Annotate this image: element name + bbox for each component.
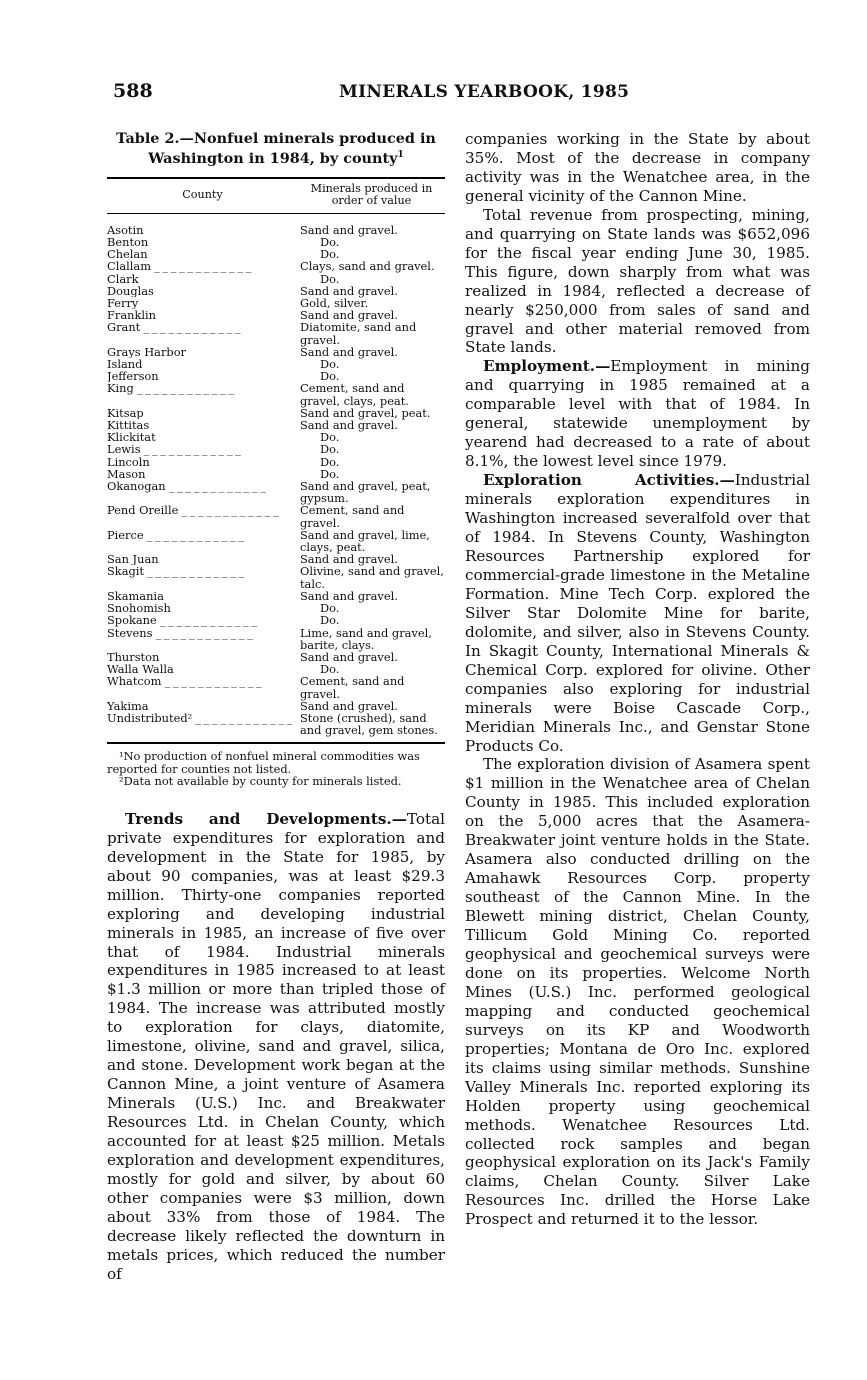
table-row	[107, 273, 445, 285]
table-caption-line1: Table 2.—Nonfuel minerals produced in	[116, 130, 436, 147]
minerals-cell: Cement, sand and gravel.	[299, 503, 405, 530]
minerals-cell: Do.	[319, 430, 340, 445]
employment-paragraph	[465, 357, 810, 471]
minerals-cell: Sand and gravel.	[299, 308, 398, 323]
minerals-cell: Sand and gravel.	[299, 283, 398, 298]
table-row	[107, 675, 445, 699]
dot-leader: _ _ _ _ _ _ _ _ _ _ _ _	[140, 321, 241, 335]
dot-leader: _ _ _ _ _ _ _ _ _ _ _ _	[192, 711, 292, 725]
minerals-cell: Do.	[319, 662, 340, 677]
table-row	[107, 602, 445, 614]
county-cell	[107, 419, 298, 431]
trends-heading: Trends and Developments.—	[125, 809, 407, 828]
trends-body: Total private expenditures for exploration and development in the State for 1985, by about 90 companies, was at least $29.3 million. Thirty-one companies reported exploring and developing industrial minerals in 1985, an increase of five over that of 1984. Industrial minerals expenditures in 1985 increased to at least $1.3 million or more than tripled those of 1984. The increase was attributed mostly to exploration for clays, diatomite, limestone, olivine, sand and gravel, silica, and stone. Development work began at the Cannon Mine, a joint venture of Asamera Minerals (U.S.) Inc. and Breakwater Resources Ltd. in Chelan County, which accounted for at least $25 million. Metals exploration and development expenditures, mostly for gold and silver, by about 60 other companies were $3 million, down about 33% from those of 1984. The decrease likely reflected the downturn in metals prices, which reduced the number of	[107, 809, 445, 1283]
dot-leader: _ _ _ _ _ _ _ _ _ _ _ _	[138, 297, 239, 310]
county-cell	[107, 675, 298, 699]
dot-leader: _ _ _ _ _ _ _ _ _ _ _ _	[151, 260, 251, 273]
county-name: Snohomish	[107, 602, 171, 615]
county-cell	[107, 712, 298, 743]
dot-leader: _ _ _ _ _ _ _ _ _ _ _ _	[140, 443, 241, 456]
minerals-cell: Do.	[319, 357, 340, 372]
dot-leader: _ _ _ _ _ _ _ _ _ _ _ _	[149, 455, 250, 468]
county-name: Ferry	[107, 297, 139, 310]
dot-leader: _ _ _ _ _ _ _ _ _ _ _ _	[155, 431, 256, 444]
col-header-county: County	[107, 178, 298, 214]
dot-leader: _ _ _ _ _ _ _ _ _ _ _ _	[149, 419, 249, 432]
dot-leader: _ _ _ _ _ _ _ _ _ _ _ _	[138, 272, 239, 285]
county-cell	[107, 627, 298, 651]
county-name: Jefferson	[107, 370, 159, 383]
minerals-cell: Sand and gravel.	[299, 649, 398, 664]
table-row	[107, 358, 445, 370]
minerals-cell: Sand and gravel.	[299, 552, 398, 567]
county-name: Grant	[107, 321, 141, 335]
county-cell	[107, 273, 298, 285]
table-row	[107, 346, 445, 358]
running-title: MINERALS YEARBOOK, 1985	[339, 82, 630, 102]
county-cell	[107, 602, 298, 614]
dot-leader: _ _ _ _ _ _ _ _ _ _ _ _	[156, 309, 256, 322]
table-row	[107, 712, 445, 743]
continuation-paragraph: companies working in the State by about 35%. Most of the decrease in company activity was in the Wenatchee area, in the general vicinity of the Cannon Mine.	[465, 130, 810, 205]
county-cell	[107, 213, 298, 236]
dot-leader: _ _ _ _ _ _ _ _ _ _ _ _	[158, 370, 259, 383]
employment-body: Employment in mining and quarrying in 1985 remained at a comparable level with that of 1984. In general, statewide unemployment by yearend had decreased to a rate of about 8.1%, the lowest level since 1979.	[465, 357, 810, 471]
minerals-cell: Olivine, sand and gravel, talc.	[299, 564, 444, 591]
dot-leader: _ _ _ _ _ _ _ _ _ _ _ _	[143, 406, 244, 420]
county-cell	[107, 236, 298, 248]
minerals-cell: Sand and gravel, lime, clays, peat.	[299, 527, 430, 555]
minerals-cell: Stone (crushed), sand and gravel, gem stones.	[298, 712, 445, 743]
dot-leader: _ _ _ _ _ _ _ _ _ _ _ _	[156, 614, 257, 627]
county-name: Thurston	[107, 650, 160, 664]
county-name: Clark	[107, 272, 139, 285]
county-cell	[107, 590, 298, 602]
exploration-heading: Exploration Activities.—	[483, 471, 735, 490]
county-cell	[107, 480, 298, 504]
county-cell	[107, 346, 298, 358]
minerals-cell: Sand and gravel.	[299, 222, 398, 237]
county-cell	[107, 309, 298, 321]
county-name: Mason	[107, 467, 146, 481]
minerals-cell: Cement, sand and gravel, clays, peat.	[299, 381, 409, 408]
county-minerals-table	[107, 177, 445, 745]
dot-leader: _ _ _ _ _ _ _ _ _ _ _ _	[143, 528, 244, 542]
table-row	[107, 504, 445, 528]
county-cell	[107, 248, 298, 260]
left-column	[107, 130, 445, 1284]
dot-leader: _ _ _ _ _ _ _ _ _ _ _ _	[159, 650, 260, 664]
minerals-cell: Sand and gravel.	[299, 344, 398, 359]
county-name: Skamania	[107, 589, 164, 603]
asamera-paragraph: The exploration division of Asamera spent $1 million in the Wenatchee area of Chelan County in 1985. This included exploration on the 5,000 acres that the Asamera-Breakwater joint venture holds in the State. Asamera also conducted drilling on the Amahawk Resources Corp. property southeast of the Cannon Mine. In the Blewett mining district, Chelan County, Tillicum Gold Mining Co. reported geophysical and geochemical surveys were done on its properties. Welcome North Mines (U.S.) Inc. performed geological mapping and conducted geochemical surveys on its KP and Woodworth properties; Montana de Oro Inc. explored its claims using similar methods. Sunshine Valley Minerals Inc. reported exploring its Holden property using geochemical methods. Wenatchee Resources Ltd. collected rock samples and began geophysical exploration on its Jack's Family claims, Chelan County. Silver Lake Resources Inc. drilled the Horse Lake Prospect and returned it to the lessor.	[465, 755, 810, 1229]
minerals-cell: Do.	[319, 369, 340, 384]
county-name: Stevens	[107, 626, 153, 640]
county-name: Walla Walla	[107, 663, 174, 676]
county-cell	[107, 285, 298, 297]
exploration-paragraph	[465, 471, 810, 755]
county-name: Franklin	[107, 309, 156, 322]
table-body	[107, 213, 445, 743]
county-name: Grays Harbor	[107, 345, 187, 359]
county-name: Asotin	[107, 222, 144, 236]
exploration-body: Industrial minerals exploration expenditures in Washington increased severalfold over that of 1984. In Stevens County, Washington Resources Partnership explored for commercial-grade limestone in the Metaline Formation. Mine Tech Corp. explored the Silver Star Dolomite Mine for barite, dolomite, and silver, also in Stevens County. In Skagit County, International Minerals & Chemical Corp. explored for olivine. Other companies also exploring for industrial minerals were Boise Cascade Corp., Meridian Minerals Inc., and Genstar Stone Products Co.	[465, 471, 810, 755]
county-name: Lincoln	[107, 455, 150, 468]
table-row	[107, 614, 445, 626]
dot-leader: _ _ _ _ _ _ _ _ _ _ _ _	[158, 553, 259, 566]
county-cell	[107, 565, 298, 589]
dot-leader: _ _ _ _ _ _ _ _ _ _ _ _	[152, 626, 253, 640]
dot-leader: _ _ _ _ _ _ _ _ _ _ _ _	[144, 565, 244, 579]
county-name: Yakima	[107, 699, 149, 712]
dot-leader: _ _ _ _ _ _ _ _ _ _ _ _	[147, 248, 248, 261]
minerals-cell: Sand and gravel.	[299, 418, 398, 433]
revenue-paragraph: Total revenue from prospecting, mining, and quarrying on State lands was $652,096 for the fiscal year ending June 30, 1985. This figure, down sharply from what was realized in 1984, reflected a decrease of nearly $250,000 from sales of sand and gravel and other material removed from State lands.	[465, 205, 810, 357]
table-row	[107, 590, 445, 602]
county-cell	[107, 553, 298, 565]
minerals-cell: Gold, silver.	[299, 296, 369, 311]
county-cell	[107, 700, 298, 712]
minerals-cell: Do.	[319, 601, 340, 616]
county-name: Okanogan	[107, 480, 166, 494]
county-name: Pierce	[107, 528, 144, 542]
county-cell	[107, 468, 298, 480]
county-cell	[107, 358, 298, 370]
minerals-cell: Sand and gravel.	[299, 588, 398, 603]
dot-leader: _ _ _ _ _ _ _ _ _ _ _ _	[173, 663, 274, 676]
county-cell	[107, 456, 298, 468]
minerals-cell: Do.	[319, 247, 340, 262]
county-name: Undistributed²	[107, 711, 193, 725]
minerals-cell: Diatomite, sand and gravel.	[299, 320, 417, 347]
employment-heading: Employment.—	[483, 357, 611, 376]
county-cell	[107, 321, 298, 345]
table-caption	[107, 130, 445, 167]
minerals-cell: Cement, sand and gravel.	[299, 674, 405, 701]
county-cell	[107, 407, 298, 419]
county-cell	[107, 651, 298, 663]
dot-leader: _ _ _ _ _ _ _ _ _ _ _ _	[133, 382, 234, 396]
county-name: Chelan	[107, 248, 148, 261]
table-row	[107, 443, 445, 455]
county-name: Douglas	[107, 284, 154, 298]
minerals-cell: Do.	[319, 613, 340, 628]
table-row	[107, 236, 445, 248]
county-name: San Juan	[107, 553, 159, 566]
trends-paragraph	[107, 810, 445, 1284]
footnote-1: ¹No production of nonfuel mineral commodities was reported for counties not listed.	[107, 749, 420, 776]
county-cell	[107, 443, 298, 455]
table-footnotes	[107, 750, 445, 788]
table-row	[107, 456, 445, 468]
county-cell	[107, 614, 298, 626]
minerals-cell: Lime, sand and gravel, barite, clays.	[299, 625, 432, 652]
col-header-minerals: Minerals produced in order of value	[298, 178, 445, 214]
table-row	[107, 480, 445, 504]
minerals-cell: Sand and gravel, peat, gypsum.	[299, 479, 431, 506]
dot-leader: _ _ _ _ _ _ _ _ _ _ _ _	[170, 602, 271, 615]
county-cell	[107, 382, 298, 406]
table-caption-line2: Washington in 1984, by county	[148, 149, 398, 167]
table-row	[107, 627, 445, 651]
county-cell	[107, 260, 298, 272]
minerals-cell: Do.	[319, 271, 340, 286]
table-row	[107, 431, 445, 443]
table-row	[107, 321, 445, 345]
county-cell	[107, 297, 298, 309]
minerals-cell: Do.	[319, 235, 340, 249]
dot-leader: _ _ _ _ _ _ _ _ _ _ _ _	[165, 480, 266, 494]
dot-leader: _ _ _ _ _ _ _ _ _ _ _ _	[153, 284, 254, 298]
minerals-cell: Do.	[319, 454, 340, 469]
county-name: Spokane	[107, 614, 157, 627]
table-row	[107, 565, 445, 589]
dot-leader: _ _ _ _ _ _ _ _ _ _ _ _	[186, 345, 286, 359]
minerals-cell: Clays, sand and gravel.	[299, 259, 435, 274]
dot-leader: _ _ _ _ _ _ _ _ _ _ _ _	[145, 467, 246, 481]
table-row	[107, 419, 445, 431]
footnote-2: ²Data not available by county for minerals listed.	[119, 774, 402, 789]
county-name: Pend Oreille	[107, 504, 179, 518]
minerals-cell: Sand and gravel.	[299, 698, 398, 713]
dot-leader: _ _ _ _ _ _ _ _ _ _ _ _	[143, 222, 244, 236]
table-header-row	[107, 178, 445, 214]
county-name: Whatcom	[107, 675, 162, 689]
dot-leader: _ _ _ _ _ _ _ _ _ _ _ _	[148, 699, 249, 712]
county-cell	[107, 529, 298, 553]
county-name: Klickitat	[107, 431, 156, 444]
dot-leader: _ _ _ _ _ _ _ _ _ _ _ _	[161, 675, 262, 689]
county-name: Clallam	[107, 260, 152, 273]
minerals-cell: Do.	[319, 442, 340, 457]
table-row	[107, 285, 445, 297]
table-caption-footnote-mark: 1	[397, 150, 404, 160]
county-cell	[107, 370, 298, 382]
dot-leader: _ _ _ _ _ _ _ _ _ _ _ _	[142, 358, 243, 371]
table-row	[107, 260, 445, 272]
table-row	[107, 213, 445, 236]
dot-leader: _ _ _ _ _ _ _ _ _ _ _ _	[163, 589, 264, 603]
county-cell	[107, 663, 298, 675]
dot-leader: _ _ _ _ _ _ _ _ _ _ _ _	[148, 236, 249, 249]
county-cell	[107, 504, 298, 528]
minerals-cell: Sand and gravel, peat.	[299, 405, 431, 420]
dot-leader: _ _ _ _ _ _ _ _ _ _ _ _	[178, 504, 279, 518]
right-column	[465, 130, 810, 1229]
county-name: Kitsap	[107, 406, 144, 420]
table-row	[107, 651, 445, 663]
county-name: Kittitas	[107, 419, 150, 432]
county-cell	[107, 431, 298, 443]
county-name: Benton	[107, 236, 149, 249]
minerals-cell: Do.	[319, 466, 340, 481]
table-row	[107, 382, 445, 406]
county-name: Skagit	[107, 565, 145, 579]
county-name: Island	[107, 358, 143, 371]
table-row	[107, 529, 445, 553]
page-number: 588	[113, 80, 153, 102]
county-name: Lewis	[107, 443, 141, 456]
county-name: King	[107, 382, 134, 396]
